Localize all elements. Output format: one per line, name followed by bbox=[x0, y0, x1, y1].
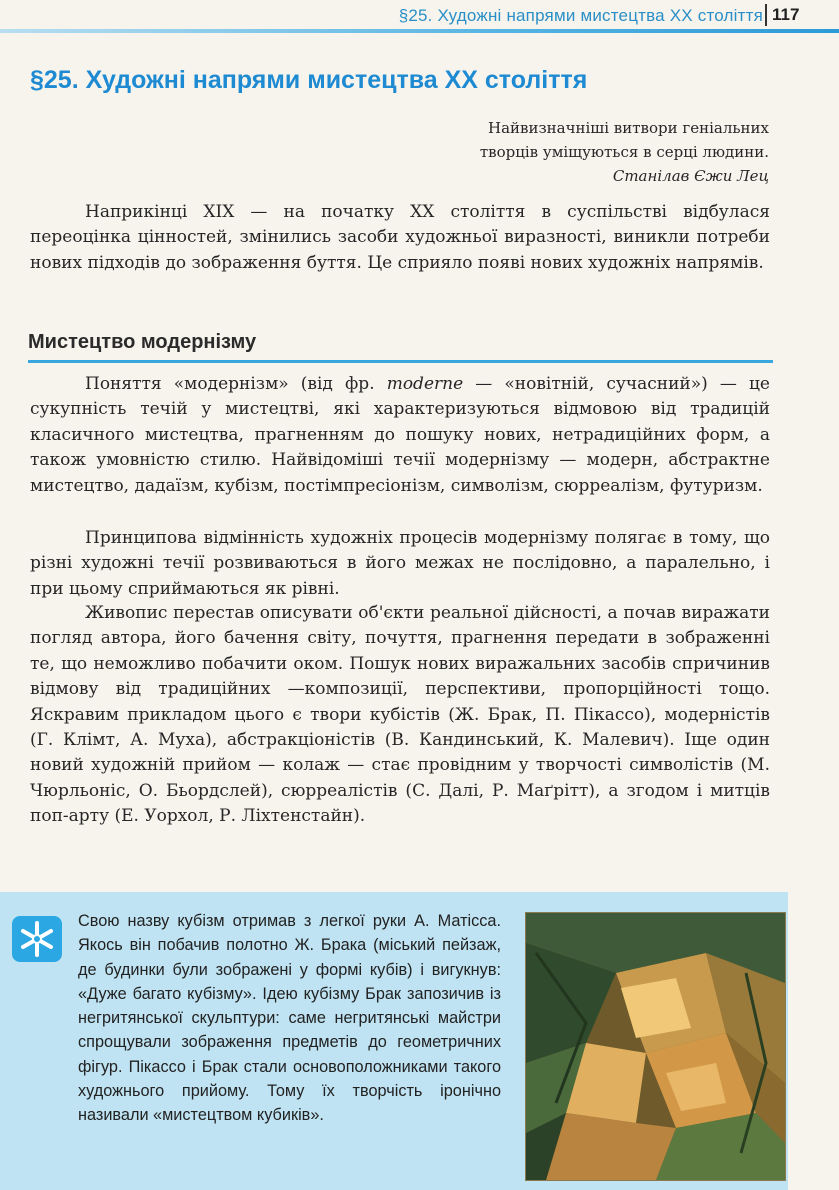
info-box-text: Свою назву кубізм отримав з легкої руки А. Матісса. Якось він побачив полотно Ж. Брака (міський пейзаж, де будинки були зображені у формі кубів) і вигукнув: «Дуже багато кубізму». Ідею кубізму Брак запозичив із негритянської скульптури: саме негритянські майстри спрощували зображення предметів до геометричних фігур. Пікассо і Брак стали основоположниками такого художнього прийому. Тому їх творчість іронічно називали «мистецтвом кубиків». bbox=[78, 912, 501, 1125]
modernism-paragraph-1 bbox=[30, 372, 770, 499]
page-number: 117 bbox=[772, 5, 800, 24]
epigraph-line-1: Найвизначніші витвори геніальних bbox=[487, 119, 769, 137]
running-header bbox=[0, 0, 839, 30]
info-box bbox=[0, 892, 788, 1190]
running-title: §25. Художні напрями мистецтва ХХ століття bbox=[398, 6, 763, 25]
epigraph-author: Станілав Єжи Лец bbox=[612, 167, 769, 185]
p1-before-text: Поняття «модернізм» (від фр. bbox=[85, 374, 387, 394]
header-rule bbox=[0, 29, 839, 33]
epigraph-line-2: творців уміщуються в серці людини. bbox=[479, 143, 769, 161]
epigraph bbox=[369, 116, 769, 188]
subsection-rule bbox=[28, 360, 773, 363]
modernism-paragraph-2: Принципова відмінність художніх процесів модернізму полягає в тому, що різні художні течії розвиваються в його межах не послідовно, а паралельно, і при цьому сприймаються як рівні. bbox=[30, 528, 770, 599]
modernism-paragraph-3: Живопис перестав описувати об'єкти реальної дійсності, а почав виражати погляд автора, його бачення світу, почуття, прагнення передати в зображенні те, що неможливо побачити оком. Пошук нових виражальних засобів спричинив відмову від традиційних —композиції, перспективи, пропорційності тощо. Яскравим прикладом цього є твори кубістів (Ж. Брак, П. Пікассо), модерністів (Г. Клімт, А. Муха), абстракціоністів (В. Кандинський, К. Малевич). Іще один новий художній прийом — колаж — стає провідним у творчості символістів (М. Чюрльоніс, О. Бьордслей), сюрреалістів (С. Далі, Р. Маґрітт), а згодом і митців поп-арту (Е. Уорхол, Р. Ліхтенстайн). bbox=[30, 603, 770, 827]
subsection-heading: Мистецтво модернізму bbox=[28, 331, 257, 353]
p1-term: moderne bbox=[386, 374, 464, 394]
section-title: §25. Художні напрями мистецтва ХХ століття bbox=[30, 66, 588, 94]
snowflake-icon bbox=[12, 916, 62, 962]
p1-after-text: — «новітній, сучасний») — це сукупність течій у мистецтві, які характеризуються відмовою від традицій класичного мистецтва, прагненням до пошуку нових, нетрадиційних форм, а також умовністю стилю. Найвідоміші течії модернізму — модерн, абстрактне мистецтво, дадаїзм, кубізм, постімпресіонізм, символізм, сюрреалізм, футуризм. bbox=[30, 374, 770, 496]
cubist-painting-image bbox=[525, 912, 786, 1181]
page-number-divider bbox=[765, 4, 767, 26]
intro-paragraph: Наприкінці XIX — на початку XX століття в суспільстві відбулася переоцінка цінностей, змінились засоби художньої виразності, виникли потреби нових підходів до зображення буття. Це сприяло появі нових художніх напрямів. bbox=[30, 202, 770, 273]
